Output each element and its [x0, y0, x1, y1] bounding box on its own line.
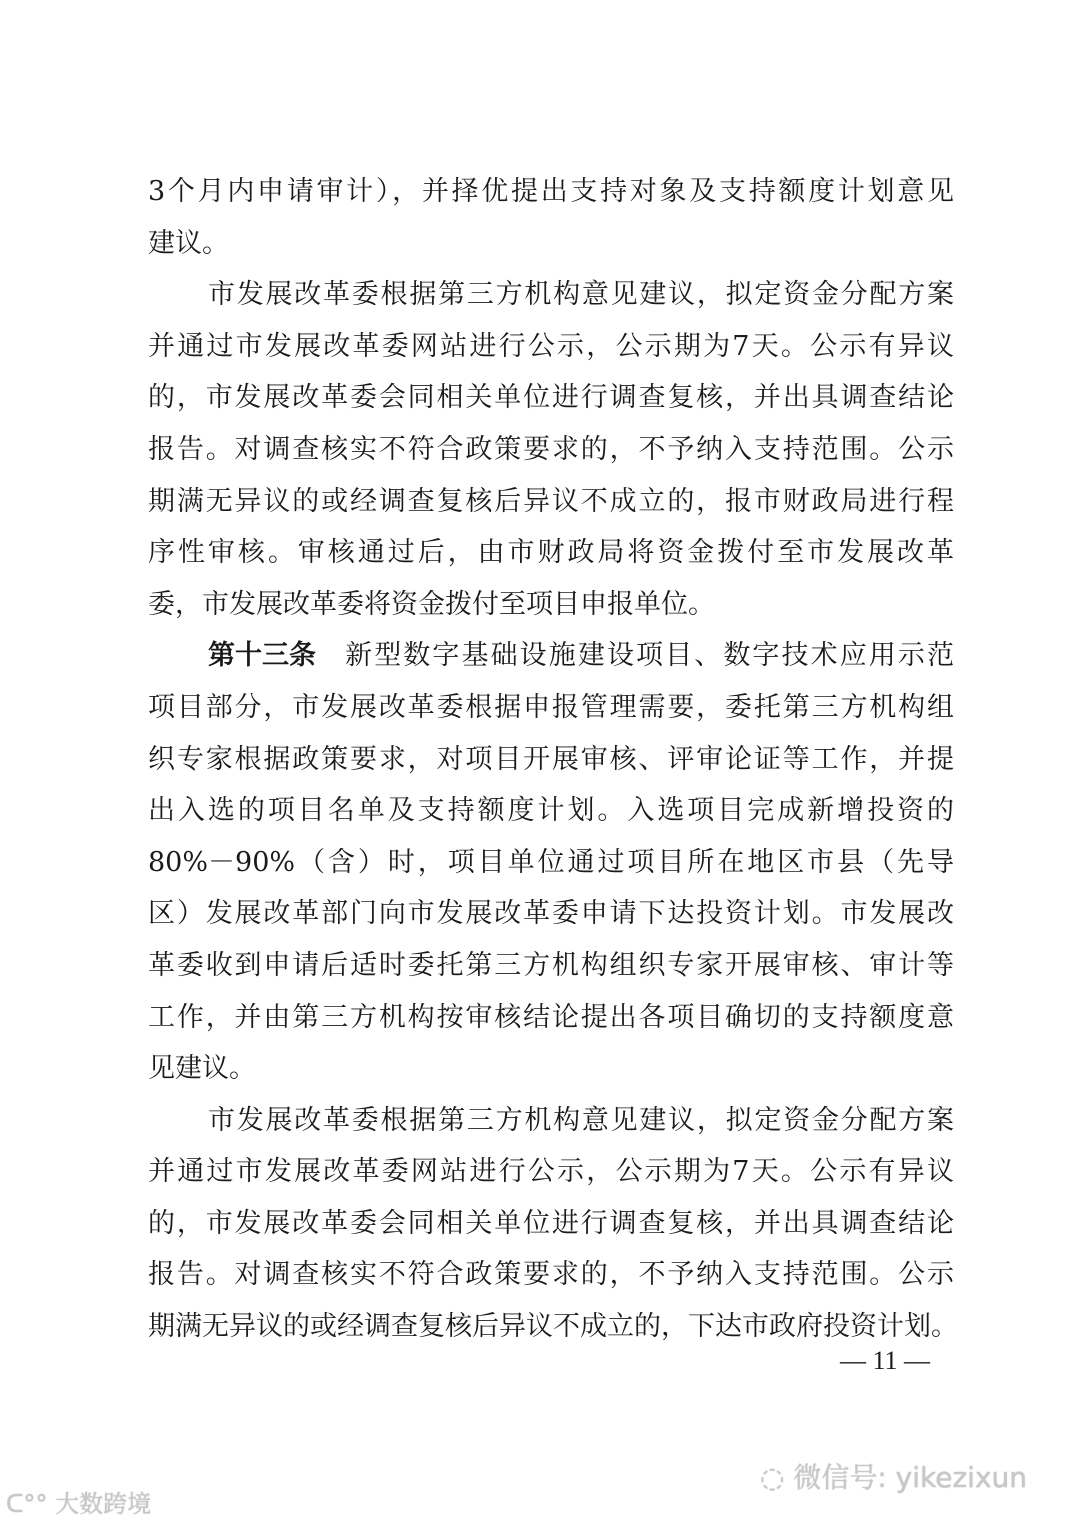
document-body [148, 166, 958, 1353]
text-line: 3个月内申请审计），并择优提出支持对象及支持额度计划意见 [148, 176, 954, 207]
brand-logo-icon: ᑕ°° [6, 1490, 48, 1518]
text-line: 的，市发展改革委会同相关单位进行调查复核，并出具调查结论 [148, 382, 954, 414]
text-line: 委，市发展改革委将资金拨付至项目申报单位。 [148, 588, 715, 620]
text-line: 序性审核。审核通过后，由市财政局将资金拨付至市发展改革 [148, 537, 954, 569]
text-line: 并通过市发展改革委网站进行公示，公示期为7天。公示有异议 [148, 330, 954, 362]
text-line: 项目部分，市发展改革委根据申报管理需要，委托第三方机构组 [148, 691, 954, 723]
text-line: 出入选的项目名单及支持额度计划。入选项目完成新增投资的 [148, 795, 954, 827]
wechat-watermark [760, 1456, 1027, 1496]
text-line: 市发展改革委根据第三方机构意见建议，拟定资金分配方案 [208, 279, 954, 311]
text-line: 报告。对调查核实不符合政策要求的，不予纳入支持范围。公示 [148, 1259, 954, 1291]
text-line: 的，市发展改革委会同相关单位进行调查复核，并出具调查结论 [148, 1207, 954, 1239]
text-line: 80%－90%（含）时，项目单位通过项目所在地区市县（先导 [148, 846, 954, 878]
article-heading-line [148, 630, 954, 682]
text-line: 建议。 [148, 227, 229, 259]
text-line: 期满无异议的或经调查复核后异议不成立的，下达市政府投资计划。 [148, 1311, 958, 1343]
text-line: 市发展改革委根据第三方机构意见建议，拟定资金分配方案 [208, 1104, 954, 1136]
text-line: 工作，并由第三方机构按审核结论提出各项目确切的支持额度意 [148, 1001, 954, 1033]
text-line: 区）发展改革部门向市发展改革委申请下达投资计划。市发展改 [148, 898, 954, 930]
text-line: 革委收到申请后适时委托第三方机构组织专家开展审核、审计等 [148, 949, 954, 981]
text-line: 并通过市发展改革委网站进行公示，公示期为7天。公示有异议 [148, 1156, 954, 1188]
brand-watermark [6, 1484, 151, 1519]
text-line: 见建议。 [148, 1053, 256, 1085]
article-number: 第十三条 [208, 640, 316, 672]
text-line: 报告。对调查核实不符合政策要求的，不予纳入支持范围。公示 [148, 433, 954, 465]
text-line: 新型数字基础设施建设项目、数字技术应用示范 [316, 640, 954, 672]
wechat-icon: ◌ [760, 1461, 785, 1494]
text-line: 期满无异议的或经调查复核后异议不成立的，报市财政局进行程 [148, 485, 954, 517]
text-line: 织专家根据政策要求，对项目开展审核、评审论证等工作，并提 [148, 743, 954, 775]
wechat-id: 微信号: yikezixun [793, 1461, 1028, 1494]
brand-name: 大数跨境 [55, 1490, 152, 1518]
page-number: — 11 — [840, 1346, 931, 1375]
